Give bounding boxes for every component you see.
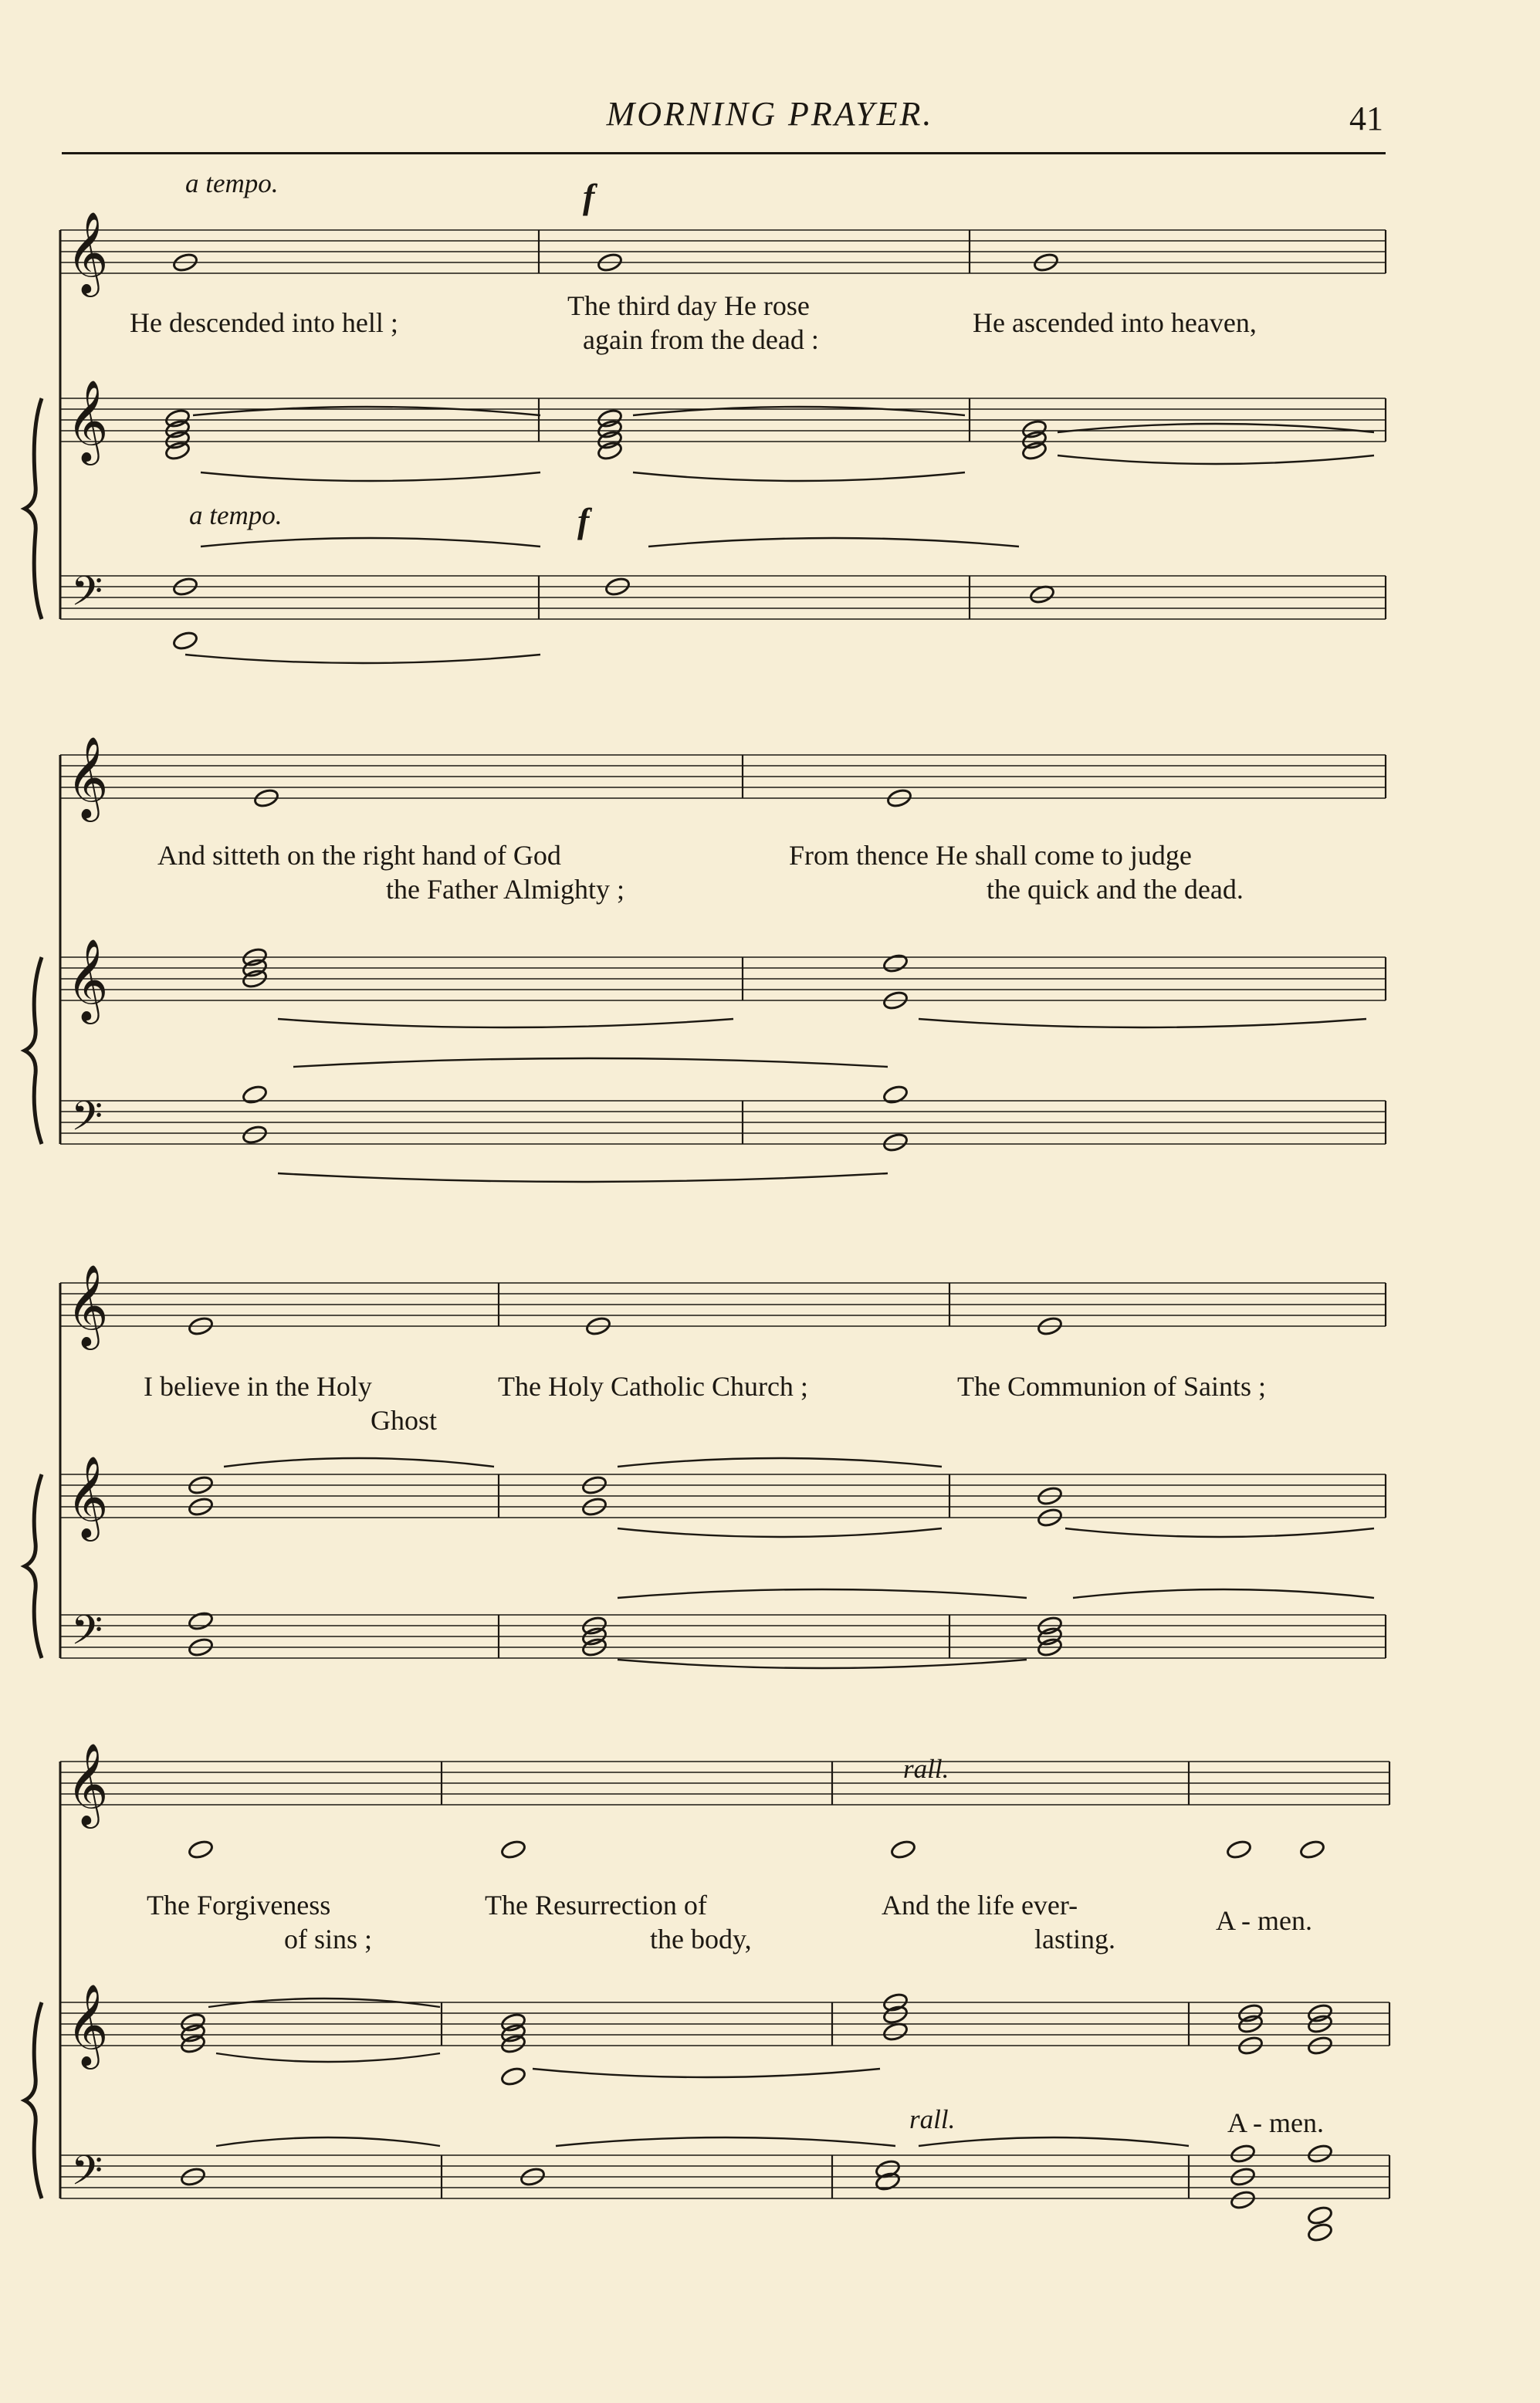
whole-note xyxy=(882,953,909,973)
whole-note xyxy=(1307,2143,1333,2164)
whole-note xyxy=(1021,440,1048,461)
lyric-line: He descended into hell ; xyxy=(130,307,398,338)
whole-note xyxy=(1230,2143,1256,2164)
whole-note xyxy=(1307,2205,1333,2225)
lyric-line: A - men. xyxy=(1227,2107,1324,2138)
brace xyxy=(25,957,42,1144)
whole-note xyxy=(242,1124,268,1145)
bass-clef-icon: 𝄢 xyxy=(71,2147,103,2205)
whole-note xyxy=(172,630,198,651)
lyric-line: again from the dead : xyxy=(583,324,819,355)
whole-note xyxy=(1299,1839,1325,1860)
whole-note xyxy=(500,2033,526,2054)
tie xyxy=(293,1058,888,1067)
tie xyxy=(193,407,540,415)
tie xyxy=(278,1019,733,1027)
tie xyxy=(1065,1528,1374,1537)
whole-note xyxy=(597,440,623,461)
brace xyxy=(25,2002,42,2198)
treble-clef-icon: 𝄞 xyxy=(66,1264,109,1346)
tie xyxy=(216,2137,440,2146)
tie xyxy=(278,1173,888,1182)
treble-clef-icon: 𝄞 xyxy=(66,1455,109,1538)
tie xyxy=(556,2137,895,2146)
tie xyxy=(633,407,965,415)
lyric-line: The Holy Catholic Church ; xyxy=(498,1371,808,1402)
lyric-line: the quick and the dead. xyxy=(987,874,1244,905)
lyric-line: The Communion of Saints ; xyxy=(957,1371,1266,1402)
lyric-line: The Resurrection of xyxy=(485,1890,707,1921)
lyric-line: And sitteth on the right hand of God xyxy=(157,840,561,871)
tie xyxy=(919,2137,1189,2146)
lyric-line: And the life ever- xyxy=(882,1890,1078,1921)
tempo-marking: rall. xyxy=(909,2104,956,2134)
tie xyxy=(618,1528,942,1537)
whole-note xyxy=(242,1084,268,1105)
dynamic-marking: f xyxy=(577,501,590,540)
lyric-line: the Father Almighty ; xyxy=(386,874,624,905)
lyric-line: the body, xyxy=(650,1924,752,1955)
treble-clef-icon: 𝄞 xyxy=(66,1983,109,2066)
treble-clef-icon: 𝄞 xyxy=(66,736,109,818)
bass-clef-icon: 𝄢 xyxy=(71,1093,103,1150)
whole-note xyxy=(180,2033,206,2054)
lyric-line: lasting. xyxy=(1034,1924,1115,1955)
whole-note xyxy=(890,1839,916,1860)
whole-note xyxy=(882,1132,909,1152)
running-title: MORNING PRAYER. xyxy=(606,95,934,133)
whole-note xyxy=(164,440,191,461)
lyric-line: He ascended into heaven, xyxy=(973,307,1257,338)
dynamic-marking: f xyxy=(583,177,595,216)
tie xyxy=(1073,1589,1374,1598)
lyric-line: The Forgiveness xyxy=(147,1890,331,1921)
lyric-line: From thence He shall come to judge xyxy=(789,840,1192,871)
whole-note xyxy=(500,1839,526,1860)
whole-note xyxy=(188,1610,214,1631)
tie xyxy=(201,472,540,481)
tie xyxy=(633,472,965,481)
tie xyxy=(1058,455,1374,464)
page-number: 41 xyxy=(1349,100,1383,137)
tempo-marking: a tempo. xyxy=(189,500,283,530)
tie xyxy=(618,1660,1027,1668)
whole-note xyxy=(882,1084,909,1105)
lyric-line: A - men. xyxy=(1216,1905,1312,1936)
tie xyxy=(618,1458,942,1467)
whole-note xyxy=(1307,2222,1333,2242)
lyric-line: of sins ; xyxy=(284,1924,373,1955)
tempo-marking: rall. xyxy=(903,1754,949,1784)
lyric-line: I believe in the Holy xyxy=(144,1371,372,1402)
treble-clef-icon: 𝄞 xyxy=(66,1742,109,1825)
tie xyxy=(224,1458,494,1467)
lyric-line: The third day He rose xyxy=(567,290,810,321)
tie xyxy=(185,655,540,663)
tempo-marking: a tempo. xyxy=(185,168,279,198)
treble-clef-icon: 𝄞 xyxy=(66,938,109,1020)
treble-clef-icon: 𝄞 xyxy=(66,379,109,462)
brace xyxy=(25,1474,42,1658)
whole-note xyxy=(1230,2189,1256,2210)
treble-clef-icon: 𝄞 xyxy=(66,211,109,293)
bass-clef-icon: 𝄢 xyxy=(71,568,103,625)
brace xyxy=(25,398,42,619)
bass-clef-icon: 𝄢 xyxy=(71,1607,103,1664)
lyric-line: Ghost xyxy=(371,1405,438,1436)
tie xyxy=(533,2069,880,2077)
tie xyxy=(201,538,540,547)
tie xyxy=(216,2053,440,2062)
tie xyxy=(618,1589,1027,1598)
whole-note xyxy=(188,1839,214,1860)
whole-note xyxy=(1226,1839,1252,1860)
whole-note xyxy=(500,2066,526,2087)
tie xyxy=(648,538,1019,547)
tie xyxy=(919,1019,1366,1027)
